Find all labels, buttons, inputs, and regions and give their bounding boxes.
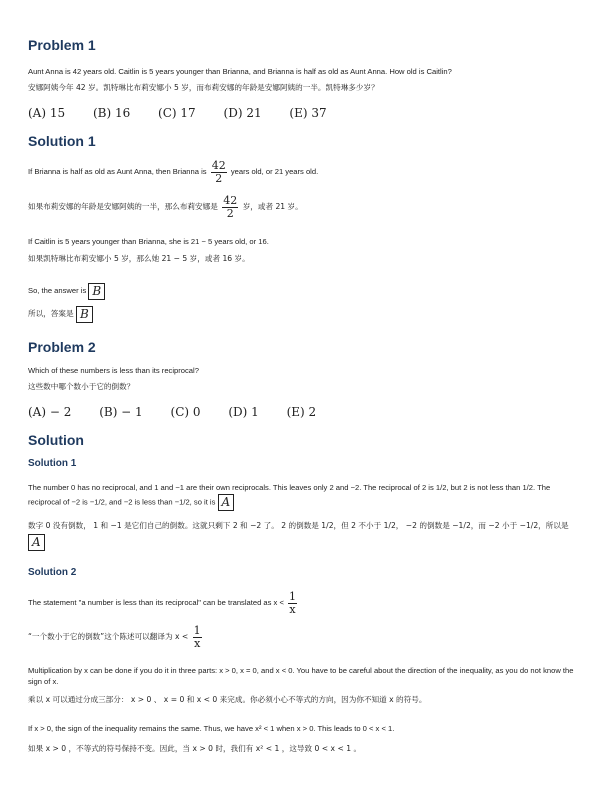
solution1-line2-zh: 如果凯特琳比布莉安娜小 5 岁，那么她 21 − 5 岁，或者 16 岁。	[28, 254, 250, 263]
problem1-heading: Problem 1	[28, 37, 96, 53]
answer-box: B	[88, 283, 105, 300]
solution-sub2-line2-zh: 乘以 x 可以通过分成三部分： x > 0 、 x = 0 和 x < 0 来完成。你必须小心不等式的方向，因为你不知道 x 的符号。	[28, 695, 427, 704]
text: 岁，或者 21 岁。	[242, 202, 303, 211]
frac-den: x	[289, 602, 296, 616]
choice: (B) − 1	[99, 405, 143, 419]
answer-box: A	[28, 534, 45, 551]
text: 数字 0 没有倒数， 1 和 −1 是它们自己的倒数。这就只剩下 2 和 −2 了。 2 的倒数是 1/2，但 2 不小于 1/2， −2 的倒数是 −1/2，而 −2 小于 −1/2，所以是	[28, 521, 569, 530]
solution-sub2-line1-zh	[28, 622, 204, 652]
problem2-text-zh: 这些数中哪个数小于它的倒数？	[28, 382, 135, 391]
solution-sub1-text-zh	[28, 518, 584, 551]
problem1-choices	[28, 106, 351, 120]
frac-den: x	[194, 636, 201, 650]
frac-num: 1	[289, 589, 297, 603]
text: If Brianna is half as old as Aunt Anna, then Brianna is	[28, 167, 207, 176]
frac-num: 42	[211, 158, 226, 172]
solution1-heading: Solution 1	[28, 133, 96, 149]
solution1-line1-zh	[28, 192, 303, 222]
fraction	[288, 591, 297, 616]
choice: (E) 37	[289, 106, 327, 120]
solution1-answer-en	[28, 282, 105, 300]
solution-heading: Solution	[28, 432, 84, 448]
problem1-text-zh: 安娜阿姨今年 42 岁。凯特琳比布莉安娜小 5 岁，而布莉安娜的年龄是安娜阿姨的一半。凯特琳多少岁？	[28, 83, 379, 92]
problem2-text-en: Which of these numbers is less than its reciprocal?	[28, 366, 199, 375]
text: So, the answer is	[28, 286, 87, 295]
text: “一个数小于它的倒数”这个陈述可以翻译为 x <	[28, 632, 189, 641]
fraction	[222, 195, 238, 220]
choice: (E) 2	[286, 405, 317, 419]
solution1-answer-zh	[28, 305, 93, 323]
fraction	[211, 160, 227, 185]
solution1-line1	[28, 157, 318, 187]
choice: (A) 15	[28, 106, 66, 120]
text: The number 0 has no reciprocal, and 1 and −1 are their own reciprocals. This leaves only 2 and −2. The reciprocal of 2 is 1/2, but 2 is not less than 1/2. The reciprocal of −2 is −1/2, and −2 is less than −1/2, so it is	[28, 483, 551, 507]
solution-sub1-heading: Solution 1	[28, 458, 77, 469]
problem2-heading: Problem 2	[28, 339, 96, 355]
answer-box: A	[218, 494, 235, 511]
choice: (B) 16	[92, 106, 131, 120]
text: 如果布莉安娜的年龄是安娜阿姨的一半，那么布莉安娜是	[28, 202, 218, 211]
solution1-line2: If Caitlin is 5 years younger than Brianna, she is 21 − 5 years old, or 16.	[28, 237, 269, 246]
problem2-choices	[28, 405, 340, 419]
frac-den: 2	[226, 206, 234, 220]
choice: (D) 1	[228, 405, 259, 419]
solution-sub1-text-en	[28, 481, 584, 511]
solution-sub2-line1-en	[28, 588, 299, 618]
frac-den: 2	[215, 171, 223, 185]
solution-sub2-line3-zh: 如果 x > 0 ，不等式的符号保持不变。因此，当 x > 0 时，我们有 x² < 1 ，这导致 0 < x < 1 。	[28, 744, 362, 753]
frac-num: 42	[223, 193, 238, 207]
text: 所以，答案是	[28, 309, 74, 318]
text: years old, or 21 years old.	[230, 167, 319, 176]
solution-sub2-line3-en: If x > 0, the sign of the inequality remains the same. Thus, we have x² < 1 when x > 0. This leads to 0 < x < 1.	[28, 724, 395, 733]
fraction	[193, 625, 202, 650]
solution-sub2-heading: Solution 2	[28, 567, 77, 578]
choice: (D) 21	[223, 106, 262, 120]
problem1-text-en: Aunt Anna is 42 years old. Caitlin is 5 years younger than Brianna, and Brianna is half as old as Aunt Anna. How old is Caitlin?	[28, 67, 452, 76]
choice: (A) − 2	[28, 405, 72, 419]
choice: (C) 0	[170, 405, 201, 419]
choice: (C) 17	[158, 106, 196, 120]
text: The statement "a number is less than its reciprocal" can be translated as x <	[28, 598, 284, 607]
frac-num: 1	[193, 623, 201, 637]
answer-box: B	[76, 306, 93, 323]
solution-sub2-line2-en: Multiplication by x can be done if you do it in three parts: x > 0, x = 0, and x < 0. You have to be careful about the direction of the inequality, as you do not know the sign of x.	[28, 666, 574, 686]
